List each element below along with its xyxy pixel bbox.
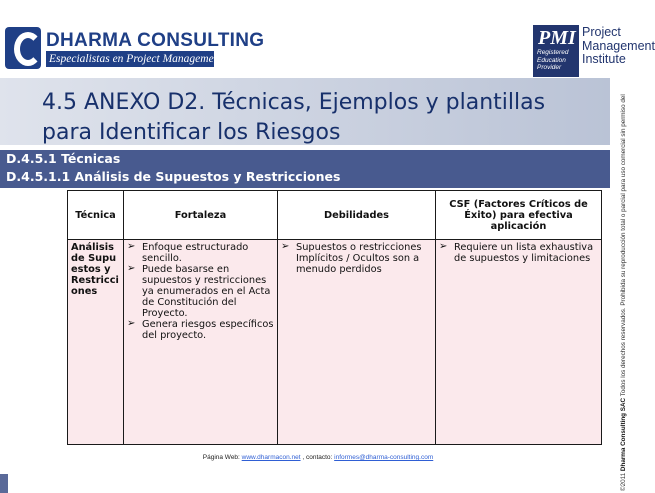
subsection-heading: D.4.5.1.1 Análisis de Supuestos y Restricciones	[6, 169, 341, 184]
pmi-name: Project Management Institute	[582, 25, 655, 66]
header	[0, 0, 655, 72]
pmi-rep-label: Registered Education Provider	[537, 49, 569, 71]
corner-accent	[0, 474, 8, 493]
bullet-arrow-icon: ➢	[127, 241, 136, 252]
footer-web-label: Página Web:	[202, 454, 242, 461]
csf-list	[439, 242, 598, 264]
fortaleza-list	[127, 242, 274, 341]
list-item-text: Supuestos o restricciones Implícitos / Ocultos son a menudo perdidos	[296, 242, 422, 275]
bullet-arrow-icon: ➢	[127, 318, 136, 329]
copyright-notice	[614, 58, 634, 491]
bullet-arrow-icon: ➢	[127, 263, 136, 274]
pmi-mark: PMI	[538, 27, 576, 49]
cell-tecnica: Análisis de Supuestos y Restricciones	[68, 240, 124, 445]
list-item	[439, 242, 598, 264]
web-link[interactable]: www.dharmacon.net	[241, 454, 301, 461]
company-tagline: Especialistas en Project Management	[46, 51, 214, 67]
header-tecnica: Técnica	[68, 191, 124, 240]
copyright-company: Dharma Consulting SAC	[620, 397, 627, 472]
list-item	[127, 264, 274, 319]
copyright-year: ©2011	[620, 472, 627, 491]
header-fortaleza: Fortaleza	[124, 191, 278, 240]
list-item-text: Enfoque estructurado sencillo.	[142, 242, 249, 264]
footer-contact-label: , contacto:	[300, 454, 335, 461]
header-debilidades: Debilidades	[278, 191, 436, 240]
pmi-logo-icon	[533, 25, 579, 77]
cell-fortaleza	[124, 240, 278, 445]
slide-title: 4.5 ANEXO D2. Técnicas, Ejemplos y plantillas para Identificar los Riesgos	[42, 90, 546, 145]
table-row	[68, 240, 602, 445]
list-item-text: Genera riesgos específicos del proyecto.	[142, 319, 274, 341]
footer	[148, 454, 488, 461]
company-name: DHARMA CONSULTING	[46, 30, 265, 51]
list-item	[281, 242, 432, 275]
dharma-logo-icon	[5, 27, 41, 69]
list-item-text: Puede basarse en supuestos y restricciones ya enumerados en el Acta de Constitución del Proyecto.	[142, 264, 271, 319]
list-item	[127, 242, 274, 264]
bullet-arrow-icon: ➢	[281, 241, 290, 252]
section-heading: D.4.5.1 Técnicas	[6, 151, 121, 166]
copyright-text: Todos los derechos reservados. Prohibida su reproducción total o parcial para uso comercial sin permiso del	[620, 94, 627, 397]
techniques-table	[67, 190, 602, 445]
list-item-text: Requiere un lista exhaustiva de supuestos y limitaciones	[454, 242, 594, 264]
cell-debilidades	[278, 240, 436, 445]
list-item	[127, 319, 274, 341]
cell-csf	[436, 240, 602, 445]
table-header-row	[68, 191, 602, 240]
email-link[interactable]: informes@dharma-consulting.com	[334, 454, 434, 461]
header-csf: CSF (Factores Críticos de Éxito) para efectiva aplicación	[436, 191, 602, 240]
debilidades-list	[281, 242, 432, 275]
bullet-arrow-icon: ➢	[439, 241, 448, 252]
